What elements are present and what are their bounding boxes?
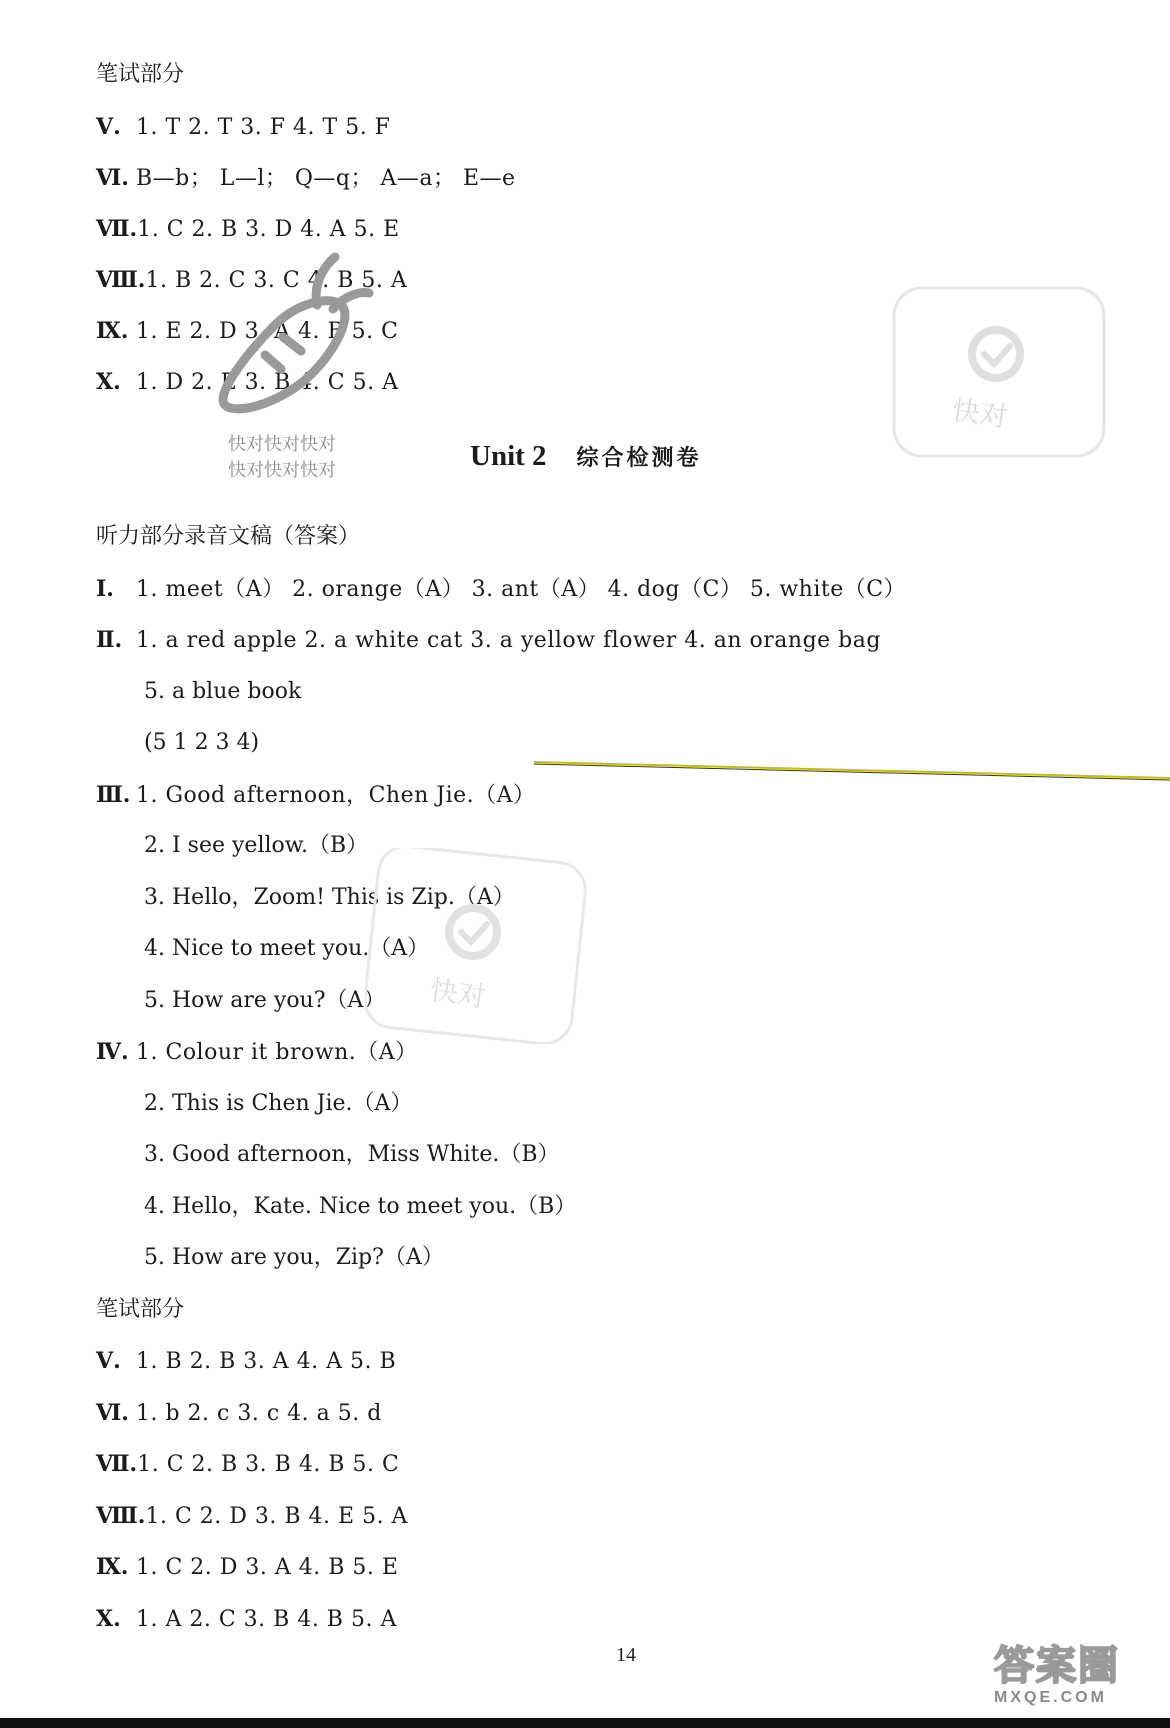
answer-row: 2. This is Chen Jie.（A） [144, 1091, 413, 1116]
answer-row: Ⅶ.1. C 2. B 3. D 4. A 5. E [96, 216, 400, 242]
answer-row: 4. Nice to meet you.（A） [144, 936, 430, 961]
written-heading-1: 笔试部分 [96, 62, 185, 87]
answer-row: 3. Good afternoon，Miss White.（B） [144, 1142, 560, 1167]
badge-watermark-text: 快对 [949, 393, 1010, 434]
corner-logo-text: 答案圈 [994, 1643, 1120, 1689]
corner-logo-url: MXQE.COM [994, 1689, 1107, 1706]
answer-row: Ⅰ. 1. meet（A） 2. orange（A） 3. ant（A） 4. dog（C） 5. white（C） [96, 576, 907, 602]
answer-row: Ⅲ. 1. Good afternoon，Chen Jie.（A） [96, 782, 536, 808]
listening-heading: 听力部分录音文稿（答案） [96, 524, 361, 549]
answer-row: Ⅴ. 1. T 2. T 3. F 4. T 5. F [96, 114, 391, 140]
carrot-watermark-icon [205, 245, 375, 425]
answer-row: Ⅵ. 1. b 2. c 3. c 4. a 5. d [96, 1400, 382, 1426]
answer-row: Ⅹ. 1. A 2. C 3. B 4. B 5. A [96, 1606, 397, 1632]
answer-row: Ⅷ.1. B 2. C 3. C 4. B 5. A [96, 267, 408, 293]
answer-row: 4. Hello，Kate. Nice to meet you.（B） [144, 1194, 577, 1219]
answer-row: Ⅹ. 1. D 2. E 3. B 4. C 5. A [96, 369, 399, 395]
answer-row: Ⅵ. B—b； L—l； Q—q； A—a； E—e [96, 165, 516, 191]
answer-row: 5. How are you?（A） [144, 988, 386, 1013]
written-heading-2: 笔试部分 [96, 1297, 185, 1322]
answer-row: Ⅷ.1. C 2. D 3. B 4. E 5. A [96, 1503, 408, 1529]
answer-row: (5 1 2 3 4) [144, 730, 260, 755]
answer-row: Ⅶ.1. C 2. B 3. B 4. B 5. C [96, 1451, 400, 1477]
answer-row: 5. How are you，Zip?（A） [144, 1245, 444, 1270]
answer-row: Ⅱ. 1. a red apple 2. a white cat 3. a yellow flower 4. an orange bag [96, 627, 881, 653]
page-bottom-edge [0, 1718, 1170, 1728]
answer-row: 5. a blue book [144, 679, 302, 704]
badge-watermark-text-2: 快对 [427, 973, 488, 1014]
answer-row: 3. Hello，Zoom! This is Zip.（A） [144, 885, 515, 910]
unit-title: Unit 2 综合检测卷 [470, 440, 702, 472]
watermark-text: 快对快对快对 快对快对快对 [228, 434, 336, 481]
answer-row: Ⅸ. 1. C 2. D 3. A 4. B 5. E [96, 1554, 399, 1580]
answer-row: Ⅳ. 1. Colour it brown.（A） [96, 1039, 418, 1065]
highlight-rule-line [534, 760, 1170, 784]
answer-row: Ⅴ. 1. B 2. B 3. A 4. A 5. B [96, 1348, 397, 1374]
page-number: 14 [616, 1644, 636, 1666]
answer-row: 2. I see yellow.（B） [144, 833, 369, 858]
corner-logo [994, 1634, 1164, 1714]
answer-row: Ⅸ. 1. E 2. D 3. A 4. B 5. C [96, 318, 399, 344]
